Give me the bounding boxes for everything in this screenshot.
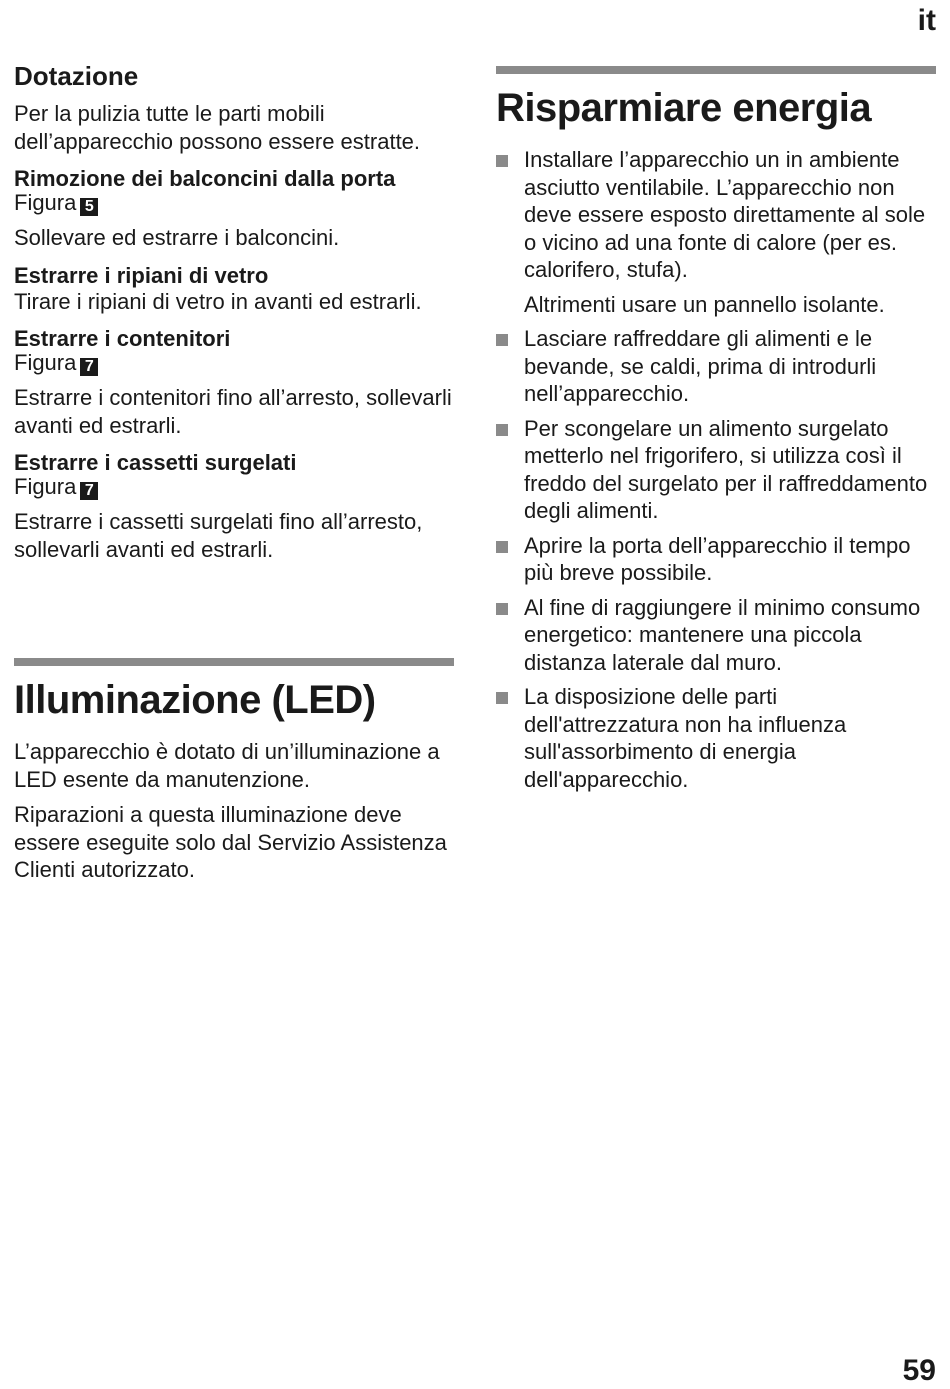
square-bullet-icon bbox=[496, 334, 508, 346]
balconcini-heading: Rimozione dei balconcini dalla porta bbox=[14, 166, 396, 191]
square-bullet-icon bbox=[496, 155, 508, 167]
list-item bbox=[496, 146, 936, 318]
list-item bbox=[496, 532, 936, 587]
list-item bbox=[496, 683, 936, 793]
energy-tips-list bbox=[496, 146, 936, 793]
section-divider bbox=[496, 66, 936, 74]
figure-label: Figura bbox=[14, 474, 77, 499]
ripiani-text: Tirare i ripiani di vetro in avanti ed estrarli. bbox=[14, 288, 422, 314]
ripiani-heading: Estrarre i ripiani di vetro bbox=[14, 262, 269, 288]
square-bullet-icon bbox=[496, 603, 508, 615]
list-item-text: La disposizione delle parti dell'attrezzatura non ha influenza sull'assorbimento di energia dell'apparecchio. bbox=[524, 684, 847, 792]
dotazione-title: Dotazione bbox=[14, 61, 139, 91]
list-item bbox=[496, 325, 936, 408]
list-item-note: Altrimenti usare un pannello isolante. bbox=[524, 291, 885, 317]
illuminazione-paragraph-1: L’apparecchio è dotato di un’illuminazione a LED esente da manutenzione. bbox=[14, 739, 440, 792]
risparmiare-section bbox=[496, 66, 936, 800]
language-indicator: it bbox=[917, 4, 936, 37]
square-bullet-icon bbox=[496, 692, 508, 704]
balconcini-figure-ref bbox=[14, 191, 454, 216]
figure-number-badge: 7 bbox=[80, 482, 98, 500]
list-item bbox=[496, 415, 936, 525]
illuminazione-paragraph-2: Riparazioni a questa illuminazione deve essere eseguite solo dal Servizio Assistenza Clienti autorizzato. bbox=[14, 802, 447, 882]
cassetti-figure-ref bbox=[14, 475, 454, 500]
figure-label: Figura bbox=[14, 190, 77, 215]
contenitori-figure-ref bbox=[14, 351, 454, 376]
list-item-text: Aprire la porta dell’apparecchio il tempo più breve possibile. bbox=[524, 532, 911, 585]
page-number: 59 bbox=[902, 1354, 936, 1387]
illuminazione-section bbox=[14, 658, 454, 884]
dotazione-intro: Per la pulizia tutte le parti mobili dell’apparecchio possono essere estratte. bbox=[14, 101, 421, 154]
illuminazione-title: Illuminazione (LED) bbox=[14, 678, 376, 722]
dotazione-section bbox=[14, 58, 454, 563]
list-item-text: Al fine di raggiungere il minimo consumo energetico: mantenere una piccola distanza laterale dal muro. bbox=[524, 594, 921, 675]
figure-number-badge: 7 bbox=[80, 358, 98, 376]
square-bullet-icon bbox=[496, 541, 508, 553]
list-item-text: Installare l’apparecchio un in ambiente asciutto ventilabile. L’apparecchio non deve essere esposto direttamente al sole o vicino ad una fonte di calore (per es. calorifero, stufa). bbox=[524, 147, 926, 282]
list-item bbox=[496, 594, 936, 677]
square-bullet-icon bbox=[496, 424, 508, 436]
cassetti-text: Estrarre i cassetti surgelati fino all’arresto, sollevarli avanti ed estrarli. bbox=[14, 509, 423, 562]
contenitori-text: Estrarre i contenitori fino all’arresto, sollevarli avanti ed estrarli. bbox=[14, 385, 452, 438]
cassetti-heading: Estrarre i cassetti surgelati bbox=[14, 450, 297, 475]
list-item-text: Per scongelare un alimento surgelato metterlo nel frigorifero, si utilizza così il freddo del surgelato per il raffreddamento degli alimenti. bbox=[524, 415, 928, 523]
contenitori-heading: Estrarre i contenitori bbox=[14, 326, 231, 351]
section-divider bbox=[14, 658, 454, 666]
balconcini-text: Sollevare ed estrarre i balconcini. bbox=[14, 225, 340, 250]
risparmiare-title: Risparmiare energia bbox=[496, 86, 872, 130]
figure-number-badge: 5 bbox=[80, 198, 98, 216]
figure-label: Figura bbox=[14, 350, 77, 375]
list-item-text: Lasciare raffreddare gli alimenti e le bevande, se caldi, prima di introdurli nell’apparecchio. bbox=[524, 326, 877, 406]
